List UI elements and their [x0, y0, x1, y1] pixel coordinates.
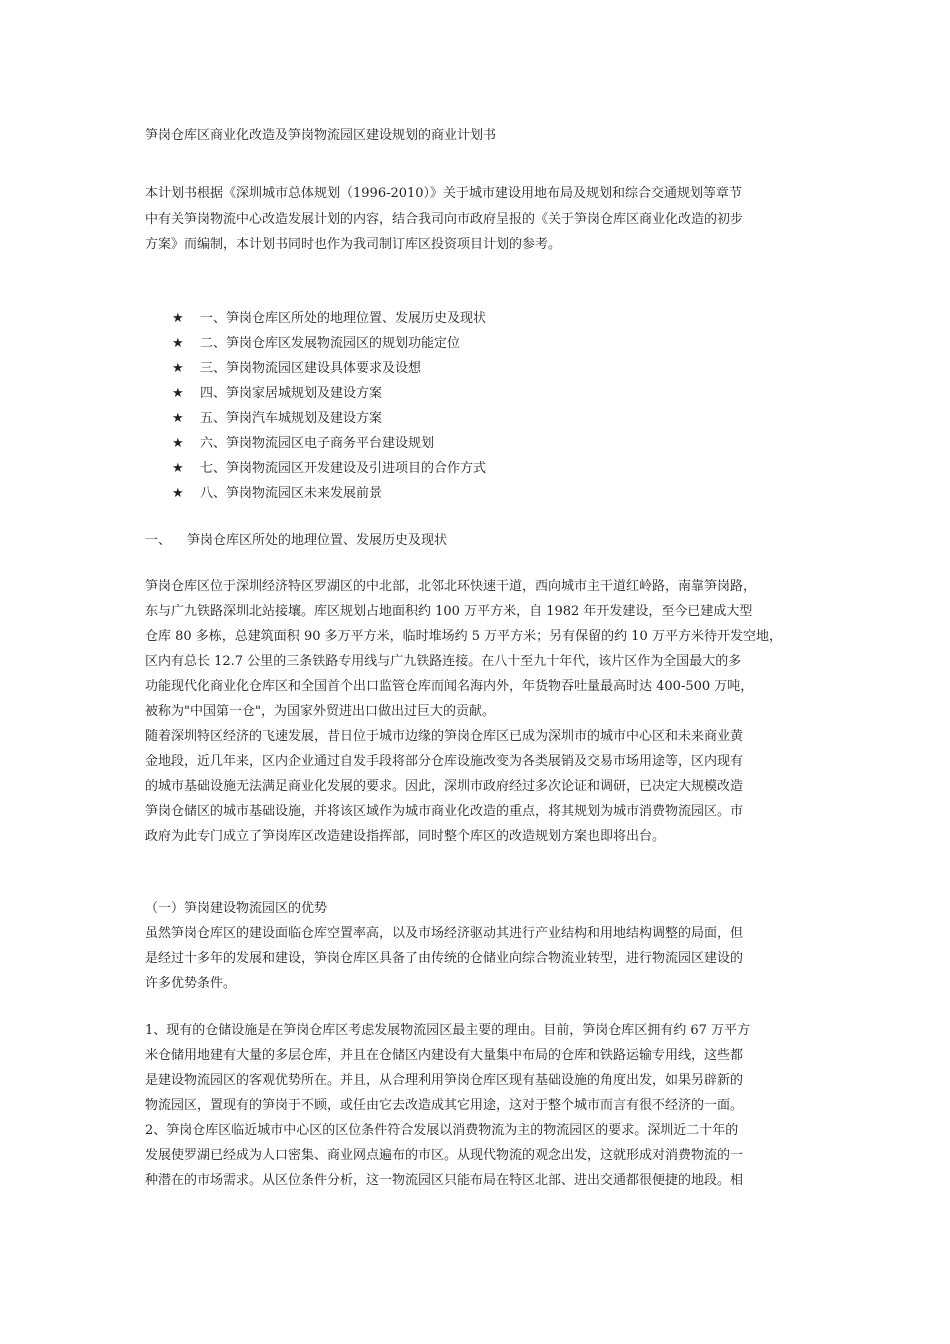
- paragraph-line: 发展使罗湖已经成为人口密集、商业网点遍布的市区。从现代物流的观念出发，这就形成对消费物流的一: [145, 1148, 744, 1163]
- toc-item: [172, 311, 692, 327]
- toc-item-label: 八、笋岗物流园区未来发展前景: [200, 486, 383, 501]
- paragraph-line: 2、笋岗仓库区临近城市中心区的区位条件符合发展以消费物流为主的物流园区的要求。深圳近二十年的: [145, 1123, 739, 1138]
- toc-item: [172, 386, 692, 402]
- intro-line: 本计划书根据《深圳城市总体规划（1996-2010）》关于城市建设用地布局及规划和综合交通规划等章节: [145, 186, 743, 201]
- paragraph-line: 随着深圳特区经济的飞速发展，昔日位于城市边缘的笋岗仓库区已成为深圳市的城市中心区和未来商业黄: [145, 729, 744, 744]
- section-heading: [145, 533, 447, 549]
- star-icon: ★: [172, 411, 184, 426]
- intro-line: 中有关笋岗物流中心改造发展计划的内容，结合我司向市政府呈报的《关于笋岗仓库区商业化改造的初步: [145, 212, 744, 227]
- paragraph-line: 功能现代化商业化仓库区和全国首个出口监管仓库而闻名海内外，年货物吞吐量最高时达 400-500 万吨，: [145, 679, 754, 694]
- section-title: 笋岗仓库区所处的地理位置、发展历史及现状: [187, 533, 448, 548]
- toc-item-label: 六、笋岗物流园区电子商务平台建设规划: [200, 436, 435, 451]
- toc-item: [172, 486, 692, 502]
- paragraph-line: 的城市基础设施无法满足商业化发展的要求。因此，深圳市政府经过多次论证和调研，已决定大规模改造: [145, 779, 744, 794]
- paragraph-line: 政府为此专门成立了笋岗库区改造建设指挥部，同时整个库区的改造规划方案也即将出台。: [145, 829, 666, 844]
- toc-item-label: 一、笋岗仓库区所处的地理位置、发展历史及现状: [200, 311, 487, 326]
- toc-item-label: 二、笋岗仓库区发展物流园区的规划功能定位: [200, 336, 461, 351]
- paragraph-line: 物流园区，置现有的笋岗于不顾，或任由它去改造成其它用途，这对于整个城市而言有很不经济的一面。: [145, 1098, 744, 1113]
- toc-item: [172, 361, 692, 377]
- toc-item: [172, 411, 692, 427]
- paragraph-line: 1、现有的仓储设施是在笋岗仓库区考虑发展物流园区最主要的理由。目前，笋岗仓库区拥有约 67 万平方: [145, 1023, 751, 1038]
- paragraph-line: 虽然笋岗仓库区的建设面临仓库空置率高，以及市场经济驱动其进行产业结构和用地结构调整的局面，但: [145, 926, 744, 941]
- star-icon: ★: [172, 361, 184, 376]
- star-icon: ★: [172, 311, 184, 326]
- section-number: 一、: [145, 533, 172, 548]
- toc-item: [172, 436, 692, 452]
- star-icon: ★: [172, 486, 184, 501]
- star-icon: ★: [172, 436, 184, 451]
- paragraph-line: 仓库 80 多栋，总建筑面积 90 多万平方米，临时堆场约 5 万平方米；另有保留的约 10 万平方米待开发空地，: [145, 629, 782, 644]
- star-icon: ★: [172, 386, 184, 401]
- paragraph-line: 笋岗仓库区位于深圳经济特区罗湖区的中北部，北邻北环快速干道，西向城市主干道红岭路，南靠笋岗路，: [145, 579, 757, 594]
- paragraph-line: 被称为"中国第一仓"，为国家外贸进出口做出过巨大的贡献。: [145, 704, 495, 719]
- toc-item-label: 四、笋岗家居城规划及建设方案: [200, 386, 383, 401]
- toc-item-label: 五、笋岗汽车城规划及建设方案: [200, 411, 383, 426]
- subsection-title: （一）笋岗建设物流园区的优势: [145, 901, 328, 916]
- paragraph-line: 种潜在的市场需求。从区位条件分析，这一物流园区只能布局在特区北部、进出交通都很便捷的地段。相: [145, 1173, 744, 1188]
- paragraph-line: 区内有总长 12.7 公里的三条铁路专用线与广九铁路连接。在八十至九十年代，该片区作为全国最大的多: [145, 654, 742, 669]
- paragraph-line: 笋岗仓储区的城市基础设施，并将该区域作为城市商业化改造的重点，将其规划为城市消费物流园区。市: [145, 804, 744, 819]
- toc-item: [172, 461, 692, 477]
- star-icon: ★: [172, 336, 184, 351]
- toc-item: [172, 336, 692, 352]
- document-title: 笋岗仓库区商业化改造及笋岗物流园区建设规划的商业计划书: [145, 128, 497, 143]
- star-icon: ★: [172, 461, 184, 476]
- paragraph-line: 东与广九铁路深圳北站接壤。库区规划占地面积约 100 万平方米，自 1982 年开发建设，至今已建成大型: [145, 604, 753, 619]
- toc-item-label: 七、笋岗物流园区开发建设及引进项目的合作方式: [200, 461, 487, 476]
- paragraph-line: 米仓储用地建有大量的多层仓库，并且在仓储区内建设有大量集中布局的仓库和铁路运输专用线，这些都: [145, 1048, 744, 1063]
- toc-item-label: 三、笋岗物流园区建设具体要求及设想: [200, 361, 422, 376]
- paragraph-line: 许多优势条件。: [145, 976, 237, 991]
- paragraph-line: 金地段，近几年来，区内企业通过自发手段将部分仓库设施改变为各类展销及交易市场用途等，区内现有: [145, 754, 744, 769]
- paragraph-line: 是经过十多年的发展和建设，笋岗仓库区具备了由传统的仓储业向综合物流业转型，进行物流园区建设的: [145, 951, 744, 966]
- paragraph-line: 是建设物流园区的客观优势所在。并且，从合理利用笋岗仓库区现有基础设施的角度出发，如果另辟新的: [145, 1073, 744, 1088]
- intro-line: 方案》而编制，本计划书同时也作为我司制订库区投资项目计划的参考。: [145, 237, 562, 252]
